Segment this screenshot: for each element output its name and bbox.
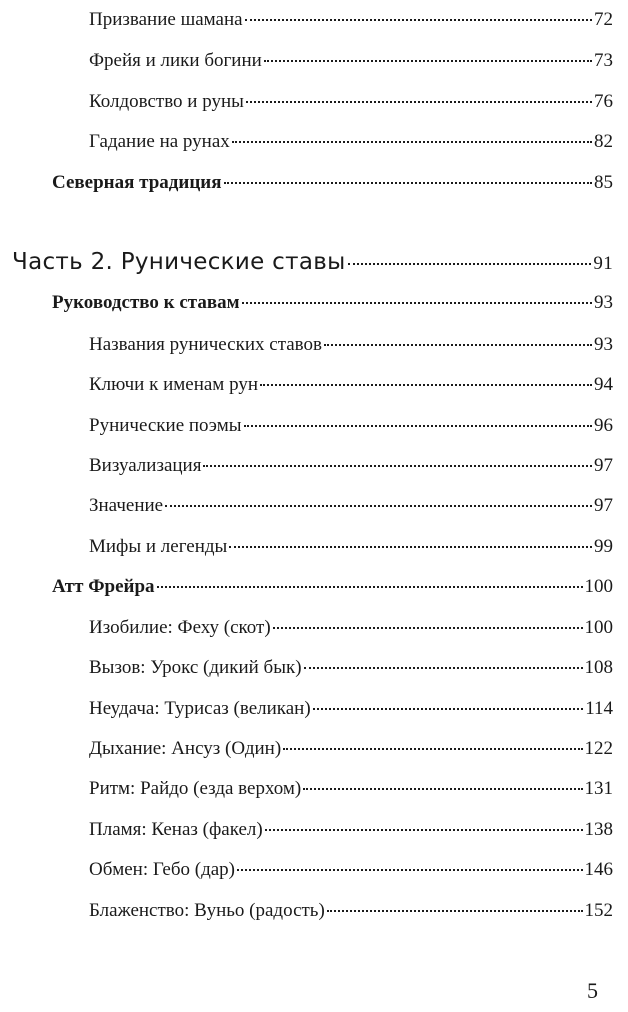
dot-leader [165, 505, 592, 507]
dot-leader [265, 829, 583, 831]
toc-entry [89, 818, 613, 842]
toc-entry-title: Колдовство и руны [89, 91, 244, 112]
toc-entry [89, 49, 613, 73]
dot-leader [224, 182, 593, 184]
toc-entry-page: 100 [584, 576, 613, 597]
toc-entry-title: Призвание шамана [89, 9, 243, 30]
dot-leader [157, 586, 583, 588]
toc-entry-title: Ключи к именам рун [89, 374, 258, 395]
toc-entry-title: Фрейя и лики богини [89, 50, 262, 71]
dot-leader [244, 425, 592, 427]
dot-leader [303, 788, 582, 790]
toc-entry [89, 656, 613, 680]
dot-leader [203, 465, 592, 467]
toc-entry [89, 130, 613, 154]
dot-leader [232, 141, 592, 143]
toc-entry [89, 899, 613, 923]
toc-entry-page: 97 [594, 495, 613, 516]
toc-entry-title: Гадание на рунах [89, 131, 230, 152]
toc-section-title: Атт Фрейра [52, 576, 155, 597]
toc-entry-page: 152 [584, 900, 613, 921]
toc-entry-title: Неудача: Турисаз (великан) [89, 698, 311, 719]
toc-entry-page: 108 [584, 657, 613, 678]
toc-section-title: Северная традиция [52, 172, 222, 193]
toc-entry [89, 454, 613, 478]
dot-leader [324, 344, 592, 346]
page-number: 5 [587, 978, 598, 1003]
toc-part-heading [12, 248, 613, 276]
toc-entry-title: Названия рунических ставов [89, 334, 322, 355]
toc-section-entry [52, 171, 613, 195]
toc-entry [89, 858, 613, 882]
toc-entry [89, 333, 613, 357]
toc-entry-page: 146 [584, 859, 613, 880]
toc-entry-page: 138 [584, 819, 613, 840]
toc-section-title: Руководство к ставам [52, 292, 240, 313]
toc-part-title: Часть 2. Рунические ставы [12, 249, 346, 275]
toc-section-entry [52, 575, 613, 599]
dot-leader [327, 910, 583, 912]
toc-entry-title: Ритм: Райдо (езда верхом) [89, 778, 302, 799]
toc-entry-page: 122 [584, 738, 613, 759]
dot-leader [313, 708, 584, 710]
toc-entry-page: 82 [594, 131, 613, 152]
dot-leader [242, 302, 592, 304]
toc-entry-page: 73 [594, 50, 613, 71]
dot-leader [229, 546, 592, 548]
toc-entry-page: 85 [594, 172, 613, 193]
toc-entry [89, 373, 613, 397]
dot-leader [264, 60, 592, 62]
toc-entry-page: 99 [594, 536, 613, 557]
toc-entry [89, 616, 613, 640]
toc-entry-page: 114 [585, 698, 613, 719]
toc-entry-title: Пламя: Кеназ (факел) [89, 819, 263, 840]
toc-entry-title: Блаженство: Вуньо (радость) [89, 900, 325, 921]
toc-entry [89, 414, 613, 438]
toc-entry [89, 90, 613, 114]
toc-entry-page: 97 [594, 455, 613, 476]
toc-section-entry [52, 291, 613, 315]
toc-entry [89, 535, 613, 559]
toc-entry-page: 96 [594, 415, 613, 436]
toc-entry-page: 72 [594, 9, 613, 30]
toc-entry-title: Обмен: Гебо (дар) [89, 859, 235, 880]
toc-entry-title: Вызов: Урокс (дикий бык) [89, 657, 302, 678]
dot-leader [304, 667, 583, 669]
toc-entry [89, 8, 613, 32]
toc-entry-title: Рунические поэмы [89, 415, 242, 436]
toc-entry-page: 91 [593, 253, 613, 274]
toc-entry-title: Мифы и легенды [89, 536, 228, 557]
toc-entry-page: 76 [594, 91, 613, 112]
toc-entry-page: 100 [584, 617, 613, 638]
dot-leader [237, 869, 583, 871]
toc-entry [89, 737, 613, 761]
toc-entry [89, 494, 613, 518]
toc-entry-page: 93 [594, 292, 613, 313]
toc-entry-page: 94 [594, 374, 613, 395]
dot-leader [245, 19, 592, 21]
dot-leader [246, 101, 592, 103]
toc-entry-title: Визуализация [89, 455, 202, 476]
toc-entry-page: 93 [594, 334, 613, 355]
dot-leader [260, 384, 592, 386]
toc-entry [89, 777, 613, 801]
dot-leader [273, 627, 583, 629]
toc-entry [89, 697, 613, 721]
toc-entry-title: Изобилие: Феху (скот) [89, 617, 271, 638]
toc-entry-title: Дыхание: Ансуз (Один) [89, 738, 282, 759]
dot-leader [283, 748, 582, 750]
toc-entry-page: 131 [584, 778, 613, 799]
dot-leader [348, 263, 592, 265]
toc-entry-title: Значение [89, 495, 164, 516]
